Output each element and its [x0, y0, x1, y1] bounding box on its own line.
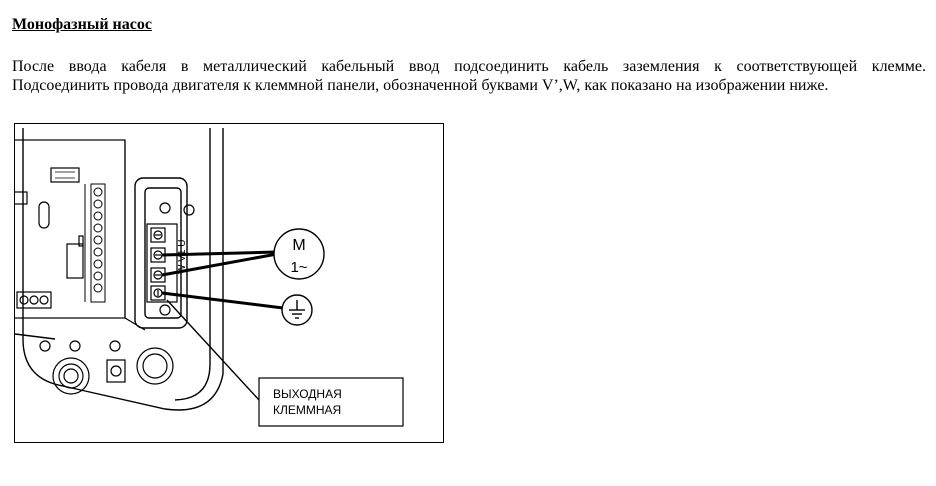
output-terminal-callout	[259, 378, 403, 426]
motor-symbol-line2: 1~	[290, 259, 308, 276]
ground-icon	[282, 295, 312, 325]
motor-symbol	[274, 229, 324, 279]
callout-line1: ВЫХОДНАЯ	[273, 387, 342, 401]
motor-symbol-line1: M	[292, 237, 306, 254]
terminal-side-label: W V1 U	[177, 239, 188, 274]
instruction-paragraph	[12, 57, 926, 95]
page-title: Монофазный насос	[12, 16, 152, 33]
paragraph-line-1: После ввода кабеля в металлический кабельный ввод подсоединить кабель заземления к соответствующей клемме.	[12, 58, 926, 75]
paragraph-line-2: Подсоединить провода двигателя к клеммной панели, обозначенной буквами V’,W, как показано на изображении ниже.	[12, 77, 829, 94]
wiring-diagram	[14, 123, 444, 443]
board-terminal-strips	[85, 184, 105, 302]
callout-leader	[167, 300, 259, 400]
control-board	[15, 140, 145, 330]
callout-line2: КЛЕММНАЯ	[273, 403, 342, 417]
